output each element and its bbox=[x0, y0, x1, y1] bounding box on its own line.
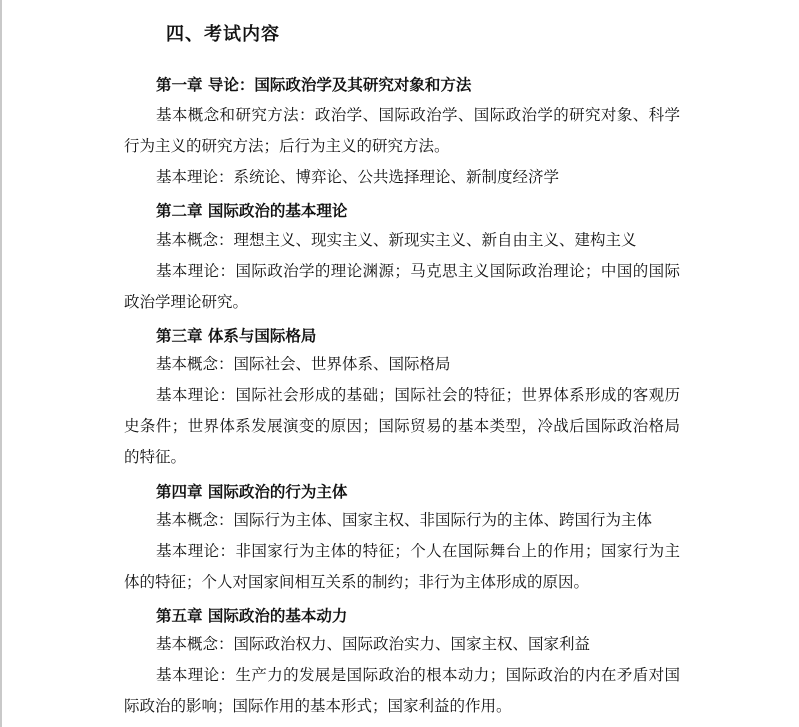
chapter-3-paragraph-1: 基本概念：国际社会、世界体系、国际格局 bbox=[156, 355, 451, 373]
chapter-4-paragraph-2: 基本理论：非国家行为主体的特征；个人在国际舞台上的作用；国家行为主体的特征；个人对国家间相互关系的制约；非行为主体形成的原因。 bbox=[124, 542, 680, 591]
chapter-3-paragraph-2: 基本理论：国际社会形成的基础；国际社会的特征；世界体系形成的客观历史条件；世界体系发展演变的原因；国际贸易的基本类型，冷战后国际政治格局的特征。 bbox=[124, 386, 680, 466]
chapter-2-title: 第二章 国际政治的基本理论 bbox=[156, 201, 348, 220]
section-title: 四、考试内容 bbox=[166, 24, 280, 45]
chapter-3-title: 第三章 体系与国际格局 bbox=[156, 326, 317, 345]
chapter-1-paragraph-2: 基本理论：系统论、博弈论、公共选择理论、新制度经济学 bbox=[156, 168, 560, 186]
chapter-4-paragraph-1: 基本概念：国际行为主体、国家主权、非国际行为的主体、跨国行为主体 bbox=[156, 511, 653, 529]
chapter-1-title: 第一章 导论：国际政治学及其研究对象和方法 bbox=[156, 75, 472, 94]
chapter-2-paragraph-2: 基本理论：国际政治学的理论渊源；马克思主义国际政治理论；中国的国际政治学理论研究。 bbox=[124, 262, 680, 311]
chapter-2-paragraph-1: 基本概念：理想主义、现实主义、新现实主义、新自由主义、建构主义 bbox=[156, 231, 637, 249]
chapter-4-title: 第四章 国际政治的行为主体 bbox=[156, 482, 348, 501]
chapter-5-title: 第五章 国际政治的基本动力 bbox=[156, 606, 348, 625]
chapter-5-paragraph-2: 基本理论：生产力的发展是国际政治的根本动力；国际政治的内在矛盾对国际政治的影响；国际作用的基本形式；国家利益的作用。 bbox=[124, 666, 680, 715]
chapter-5-paragraph-1: 基本概念：国际政治权力、国际政治实力、国家主权、国家利益 bbox=[156, 635, 591, 653]
chapter-1-paragraph-1: 基本概念和研究方法：政治学、国际政治学、国际政治学的研究对象、科学行为主义的研究方法；后行为主义的研究方法。 bbox=[124, 106, 680, 155]
